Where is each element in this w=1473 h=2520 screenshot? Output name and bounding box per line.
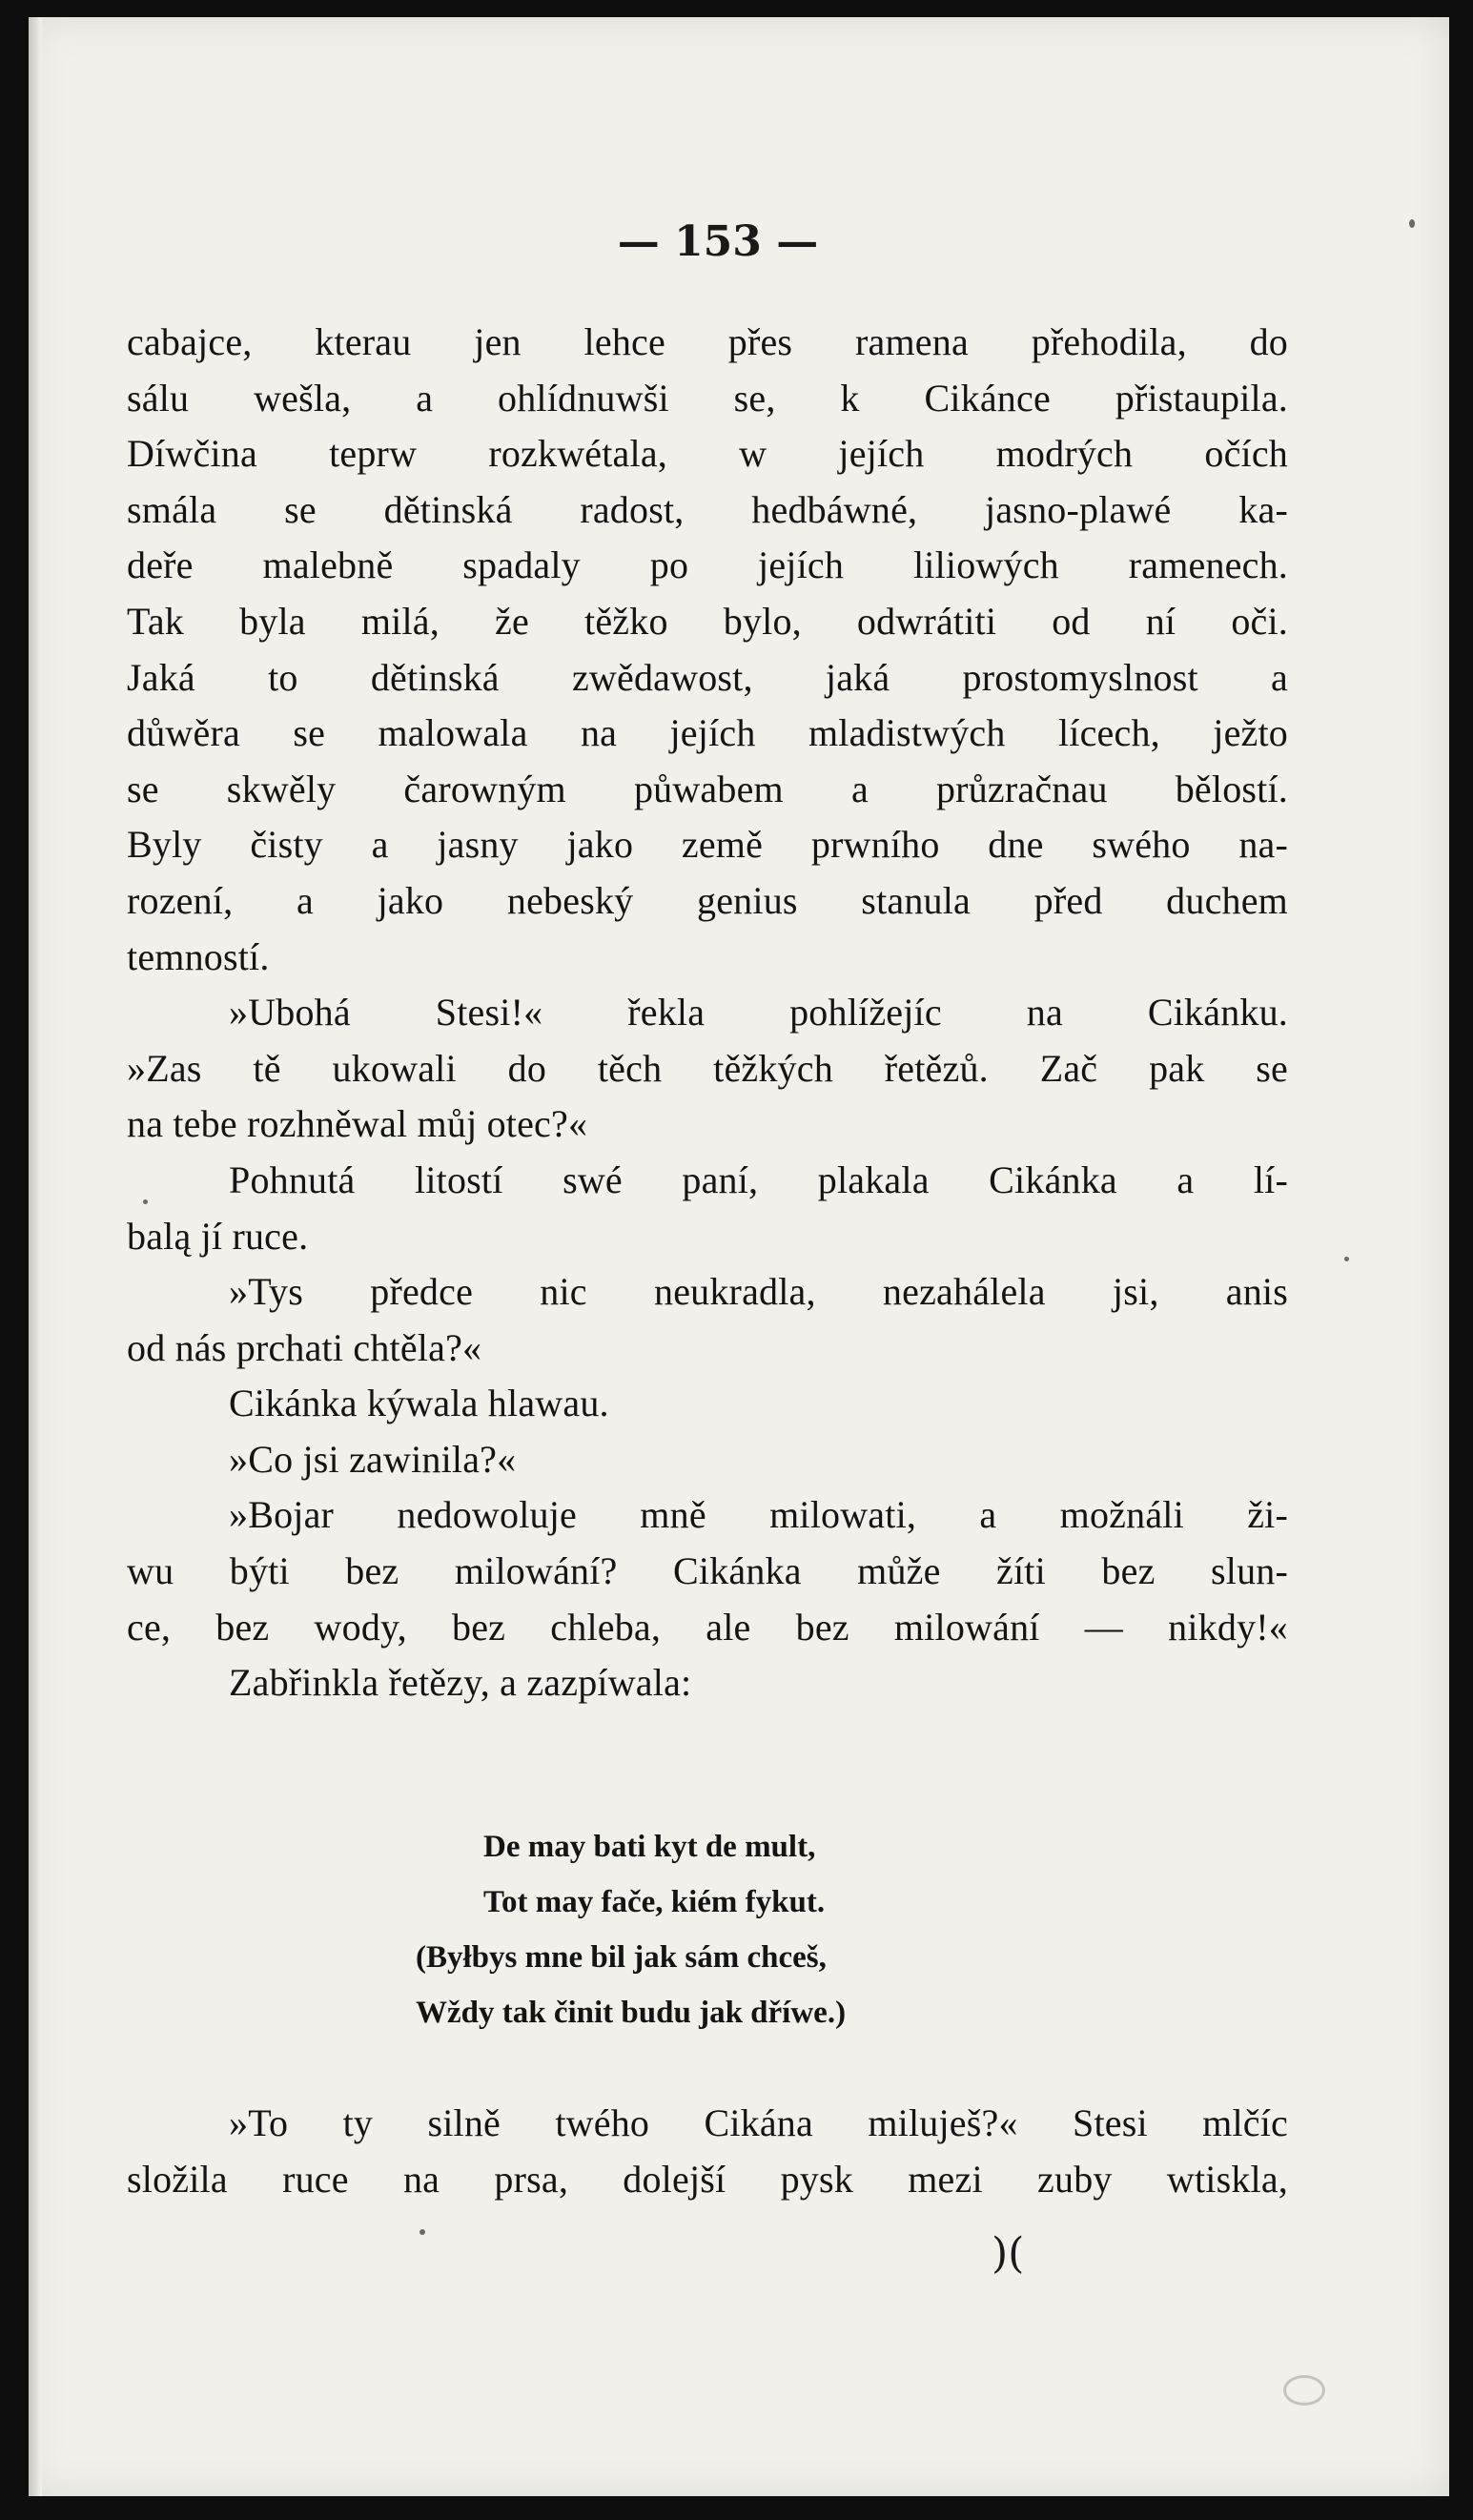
page-number: — 153 — — [617, 217, 819, 266]
page-spine-shadow — [29, 17, 42, 2496]
verse-line: De may bati kyt de mult, — [483, 1830, 816, 1864]
dialogue-line: na tebe rozhněwal můj otec?« — [127, 1102, 588, 1146]
body-text — [127, 315, 1288, 1711]
verse-line: (Byłbys mne bil jak sám chceš, — [416, 1940, 827, 1975]
text-line: Tak byla milá, že těžko bylo, odwrátiti od ní oči. — [127, 599, 1288, 643]
text-line: Byly čisty a jasny jako země prwního dne swého na- — [127, 823, 1288, 867]
text-line: deře malebně spadaly po jejích liliowých ramenech. — [127, 543, 1288, 587]
text-line: smála se dětinská radost, hedbáwné, jasno-plawé ka- — [127, 487, 1288, 531]
paper-stain — [1283, 2375, 1325, 2406]
verse-line: Tot may fače, kiém fykut. — [483, 1885, 826, 1919]
text-line: důwěra se malowala na jejích mladistwých lícech, ježto — [127, 711, 1288, 755]
signature-mark: )( — [992, 2229, 1025, 2278]
text-line: Jaká to dětinská zwědawost, jaká prostomyslnost a — [127, 655, 1288, 699]
text-line: cabajce, kterau jen lehce přes ramena přehodila, do — [127, 320, 1288, 363]
dialogue-line: »Ubohá Stesi!« řekla pohlížejíc na Cikánku. — [229, 991, 1288, 1035]
text-line: složila ruce na prsa, dolejší pysk mezi zuby wtiskla, — [127, 2157, 1288, 2201]
ink-speck — [1409, 219, 1415, 228]
dialogue-line: »Tys předce nic neukradla, nezahálela jsi, anis — [229, 1270, 1288, 1314]
dialogue-line: wu býti bez milowání? Cikánka může žíti bez slun- — [127, 1549, 1288, 1593]
dialogue-line: od nás prchati chtěla?« — [127, 1325, 482, 1369]
text-line: se skwěly čarowným půwabem a průzračnau bělostí. — [127, 767, 1288, 810]
song-verse — [57, 1819, 1473, 2040]
dialogue-line: balą jí ruce. — [127, 1214, 309, 1258]
verse-line: Wždy tak činit budu jak dříwe.) — [416, 1996, 847, 2030]
text-line: rození, a jako nebeský genius stanula před duchem — [127, 878, 1288, 922]
ink-speck — [143, 1199, 148, 1204]
ink-speck — [1344, 1257, 1349, 1261]
text-line: Díwčina teprw rozkwétala, w jejích modrých očích — [127, 432, 1288, 476]
dialogue-line: ce, bez wody, bez chleba, ale bez milowání — nikdy!« — [127, 1605, 1288, 1649]
dialogue-line: Pohnutá litostí swé paní, plakala Cikánka a lí- — [229, 1158, 1288, 1201]
book-page — [29, 17, 1449, 2496]
ink-speck — [419, 2229, 425, 2235]
text-line: »To ty silně twého Cikána miluješ?« Stesi mlčíc — [229, 2101, 1288, 2144]
closing-text — [127, 2096, 1288, 2207]
dialogue-line: »Zas tě ukowali do těch těžkých řetězů. Zač pak se — [127, 1046, 1288, 1090]
dialogue-line: »Bojar nedowoluje mně milowati, a možnáli ži- — [229, 1493, 1288, 1537]
dialogue-line: Zabřinkla řetězy, a zazpíwala: — [229, 1661, 692, 1705]
dialogue-line: »Co jsi zawinila?« — [229, 1437, 517, 1481]
dialogue-line: Cikánka kýwala hlawau. — [229, 1382, 609, 1425]
text-line: temností. — [127, 934, 270, 978]
text-line: sálu wešla, a ohlídnuwši se, k Cikánce přistaupila. — [127, 376, 1288, 420]
